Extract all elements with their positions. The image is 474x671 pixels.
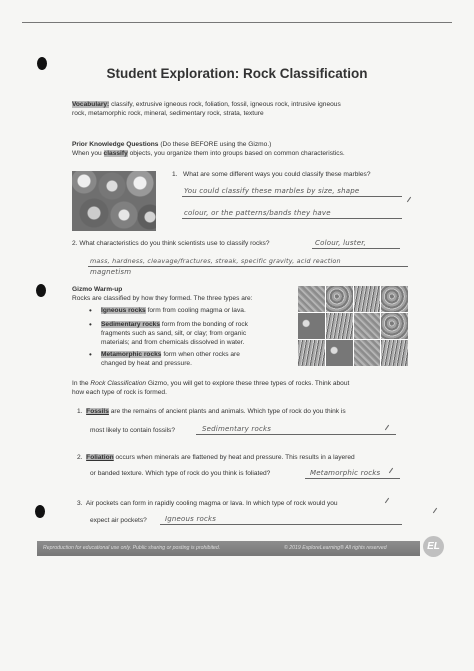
rock-sample [298,340,325,366]
prior-knowledge-heading: Prior Knowledge Questions [72,141,159,148]
igneous-term: Igneous rocks [101,307,146,314]
classify-intro-post: objects, you organize them into groups based on common characteristics. [129,150,345,157]
warmup-heading: Gizmo Warm-up [72,286,123,293]
metamorphic-term: Metamorphic rocks [101,351,162,358]
warmup-question-2-line-1: occurs when minerals are flattened by heat and pressure. This results in a layered [115,454,355,461]
answer-line [196,434,396,435]
answer-line [305,478,400,479]
footer-bar [37,541,420,556]
bullet-sedimentary: • [89,320,92,329]
warmup-question-3-line-2: expect air pockets? [90,517,147,524]
answer-1-line-1: You could classify these marbles by size, shape [184,187,360,195]
answer-2-line-2: mass, hardness, cleavage/fractures, streak, specific gravity, acid reaction [90,257,341,265]
warmup-question-2 [77,454,355,463]
gizmo-name: Rock Classification [90,380,147,387]
answer-line [182,196,402,197]
rock-sample [298,313,325,339]
sedimentary-term: Sedimentary rocks [101,321,161,328]
rock-sample [326,340,353,366]
warmup-question-3-line-1: Air pockets can form in rapidly cooling magma or lava. In which type of rock would you [85,500,338,507]
warmup-question-2-line-2: or banded texture. Which type of rock do you think is foliated? [90,470,271,477]
rock-sample [298,286,325,312]
sedimentary-text-1: form from the bonding of rock [161,321,248,328]
metamorphic-text-2: changed by heat and pressure. [101,359,192,367]
footer-copyright-notice: Reproduction for educational use only. Public sharing or posting is prohibited. [43,545,221,551]
answer-line [160,524,402,525]
marbles-photo [72,171,156,231]
igneous-text: form from cooling magma or lava. [147,307,246,314]
classify-intro-pre: When you [72,150,102,157]
classify-intro [72,150,345,159]
warmup-question-3 [77,500,338,509]
prior-knowledge-note: (Do these BEFORE using the Gizmo.) [160,141,272,148]
explore-intro-pre: In the [72,380,89,387]
warmup-intro: Rocks are classified by how they formed. The three types are: [72,295,253,302]
page-title: Student Exploration: Rock Classification [106,66,368,81]
check-mark [389,468,393,473]
answer-line [182,218,402,219]
answer-2-line-3: magnetism [90,268,132,276]
footer-rights: © 2019 ExploreLearning® All rights reserved [284,545,387,551]
warmup-question-1-line-2: most likely to contain fossils? [90,427,176,434]
foliation-term: Foliation [86,454,114,461]
warmup-question-1 [77,408,346,417]
rock-sample [354,340,381,366]
rock-samples-photo [298,286,408,366]
vocabulary-block [72,101,412,119]
answer-line [88,266,408,267]
fossils-term: Fossils [86,408,109,415]
explore-intro-post: Gizmo, you will get to explore these three types of rocks. Think about [147,380,350,387]
bullet-metamorphic: • [89,350,92,359]
question-1-text: What are some different ways you could classify these marbles? [183,171,371,178]
prior-knowledge-heading-row [72,141,271,150]
explore-intro [72,380,349,398]
classify-term: classify [103,150,128,157]
metamorphic-item [101,351,240,369]
rock-sample [354,313,381,339]
vocabulary-line-2: rock, metamorphic rock, mineral, sedimentary rock, strata, texture [72,109,264,117]
check-mark [407,197,411,202]
metamorphic-text-1: form when other rocks are [163,351,240,358]
answer-line [312,248,400,249]
explore-intro-line-2: how each type of rock is formed. [72,388,167,396]
rock-sample [326,286,353,312]
bullet-igneous: • [89,306,92,315]
check-mark [385,498,389,503]
vocabulary-label: Vocabulary: [72,101,110,108]
sedimentary-text-3: materials; and from chemicals dissolved in water. [101,338,245,346]
punch-hole-middle [36,284,46,297]
warmup-answer-2: Metamorphic rocks [310,469,381,477]
warmup-answer-1: Sedimentary rocks [202,425,272,433]
warmup-answer-3: Igneous rocks [165,515,217,523]
rock-sample [326,313,353,339]
warmup-question-2-number: 2. [77,454,83,461]
check-mark [385,425,389,430]
question-2-prior: 2. What characteristics do you think scientists use to classify rocks? [72,240,270,247]
rock-sample [381,286,408,312]
rock-sample [354,286,381,312]
rock-sample [381,340,408,366]
punch-hole-bottom [35,505,45,518]
sedimentary-item [101,321,248,347]
igneous-item [101,307,246,316]
sedimentary-text-2: fragments such as sand, silt, or clay; from organic [101,329,247,337]
explorelearning-logo-icon: EL [423,536,444,557]
question-1-prior [172,171,371,180]
answer-2-line-1: Colour, luster, [315,239,367,247]
warmup-question-1-line-1: are the remains of ancient plants and animals. Which type of rock do you think is [110,408,346,415]
warmup-question-3-number: 3. [77,500,83,507]
vocabulary-line-1: classify, extrusive igneous rock, foliation, fossil, igneous rock, intrusive igneous [111,101,341,108]
rock-sample [381,313,408,339]
warmup-question-1-number: 1. [77,408,83,415]
question-1-number: 1. [172,171,178,178]
answer-1-line-2: colour, or the patterns/bands they have [184,209,331,217]
top-rule [22,22,452,23]
check-mark [433,508,437,513]
